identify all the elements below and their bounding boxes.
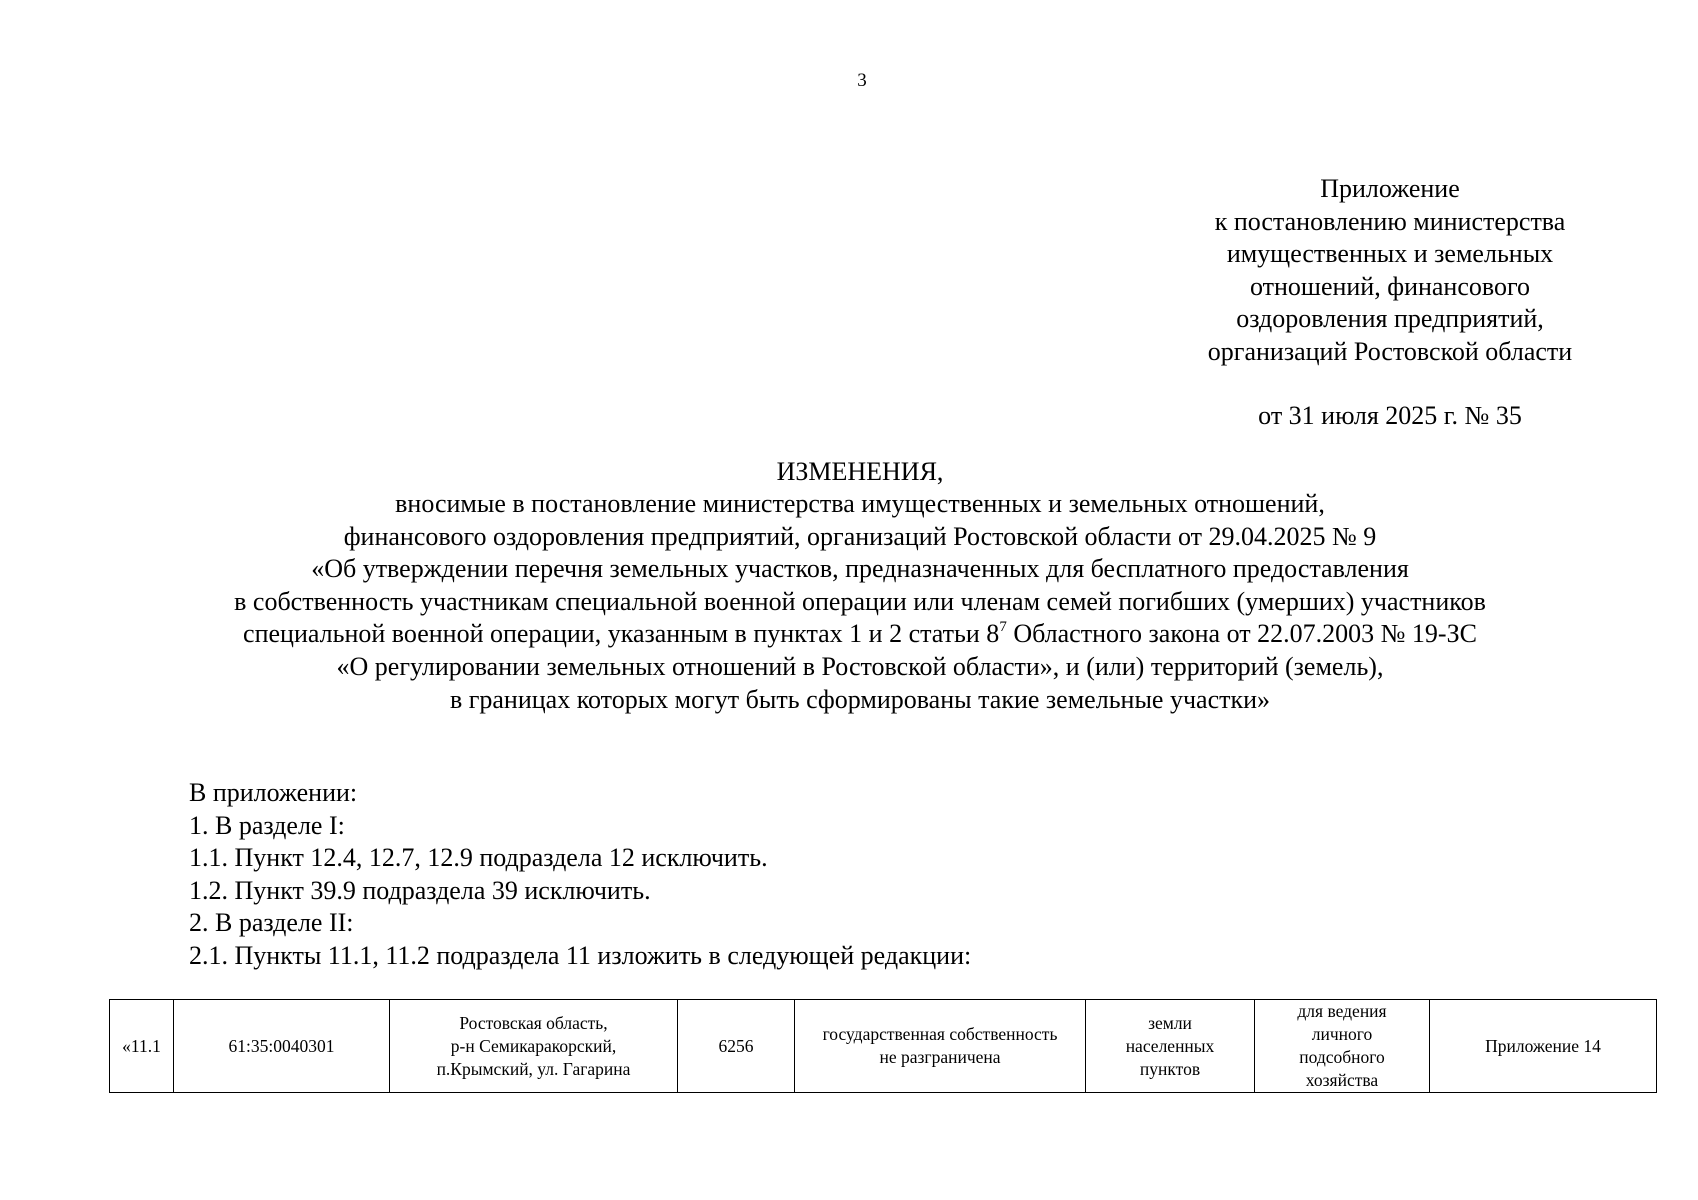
appendix-line: к постановлению министерства xyxy=(1214,206,1566,236)
appendix-reference-cell: Приложение 14 xyxy=(1430,1000,1657,1093)
address-cell xyxy=(390,1000,678,1093)
land-category-cell xyxy=(1086,1000,1255,1093)
ownership-line: не разграничена xyxy=(879,1047,1001,1067)
address-line: п.Крымский, ул. Гагарина xyxy=(436,1058,631,1079)
body-line: 2. В разделе II: xyxy=(189,908,354,938)
body-line: 2.1. Пункты 11.1, 11.2 подраздела 11 изложить в следующей редакции: xyxy=(189,940,972,970)
use-line: подсобного xyxy=(1299,1047,1385,1067)
category-line: пунктов xyxy=(1139,1058,1201,1079)
document-heading: ИЗМЕНЕНИЯ, вносимые в постановление министерства имущественных и земельных отношений, финансового оздоровления предприятий, организаций Ростовской области от 29.04.2025 № 9 «Об утверждении перечня земельных участков, предназначенных для бесплатного предоставления в собственность участникам специальной военной операции или членам семей погибших (умерших) участников специальной военной операции, указанным в пунктах 1 и 2 статьи $8^7$ Областного закона от 22.07.2003 № 19-ЗС «О регулировании земельных отношений в Ростовской области», и (или) территорий (земель), в границах которых могут быть сформированы такие земельные участки» xyxy=(160,488,1560,716)
category-line: населенных xyxy=(1125,1035,1215,1056)
heading-line: «О регулировании земельных отношений в Ростовской области», и (или) территорий (земель), xyxy=(336,651,1384,681)
heading-line-text: специальной военной операции, указанным в пунктах 1 и 2 статьи 8 xyxy=(243,619,1000,649)
appendix-line: организаций Ростовской области xyxy=(1207,336,1573,366)
land-plots-table xyxy=(109,999,1657,1093)
row-number-cell: «11.1 xyxy=(110,1000,174,1093)
heading-line-text: Областного закона от 22.07.2003 № 19-ЗС xyxy=(1006,619,1477,649)
superscript: 7 xyxy=(999,618,1007,635)
cadastral-number-cell: 61:35:0040301 xyxy=(174,1000,390,1093)
use-line: для ведения xyxy=(1297,1001,1387,1021)
ownership-line: государственная собственность xyxy=(822,1024,1058,1044)
appendix-line: Приложение xyxy=(1320,174,1460,203)
area-cell: 6256 xyxy=(678,1000,795,1093)
use-line: хозяйства xyxy=(1305,1070,1379,1090)
appendix-line: оздоровления предприятий, xyxy=(1236,304,1544,334)
use-line: личного xyxy=(1311,1024,1373,1044)
body-text xyxy=(189,777,971,973)
table-row xyxy=(110,1000,1657,1093)
body-line: 1. В разделе I: xyxy=(189,810,345,840)
page-number: 3 xyxy=(857,70,867,91)
heading-line: в собственность участникам специальной военной операции или членам семей погибших (умерших) участников xyxy=(234,586,1486,616)
body-line: В приложении: xyxy=(189,778,358,807)
body-line: 1.1. Пункт 12.4, 12.7, 12.9 подраздела 12 исключить. xyxy=(189,843,768,873)
address-line: р-н Семикаракорский, xyxy=(450,1035,617,1056)
heading-line: в границах которых могут быть сформированы такие земельные участки» xyxy=(449,684,1271,714)
category-line: земли xyxy=(1148,1012,1192,1033)
resolution-date: от 31 июля 2025 г. № 35 xyxy=(1258,400,1522,430)
heading-line xyxy=(160,618,1560,651)
heading-line: финансового оздоровления предприятий, организаций Ростовской области от 29.04.2025 № 9 xyxy=(343,521,1377,551)
body-line: 1.2. Пункт 39.9 подраздела 39 исключить. xyxy=(189,875,651,905)
heading-line: вносимые в постановление министерства имущественных и земельных отношений, xyxy=(395,489,1325,518)
address-line: Ростовская область, xyxy=(459,1012,608,1033)
ownership-cell xyxy=(795,1000,1086,1093)
appendix-block xyxy=(1160,173,1620,432)
appendix-line: отношений, финансового xyxy=(1249,271,1531,301)
heading-line: «Об утверждении перечня земельных участков, предназначенных для бесплатного предоставления xyxy=(311,554,1409,584)
appendix-line: имущественных и земельных xyxy=(1226,239,1554,269)
permitted-use-cell xyxy=(1255,1000,1430,1093)
